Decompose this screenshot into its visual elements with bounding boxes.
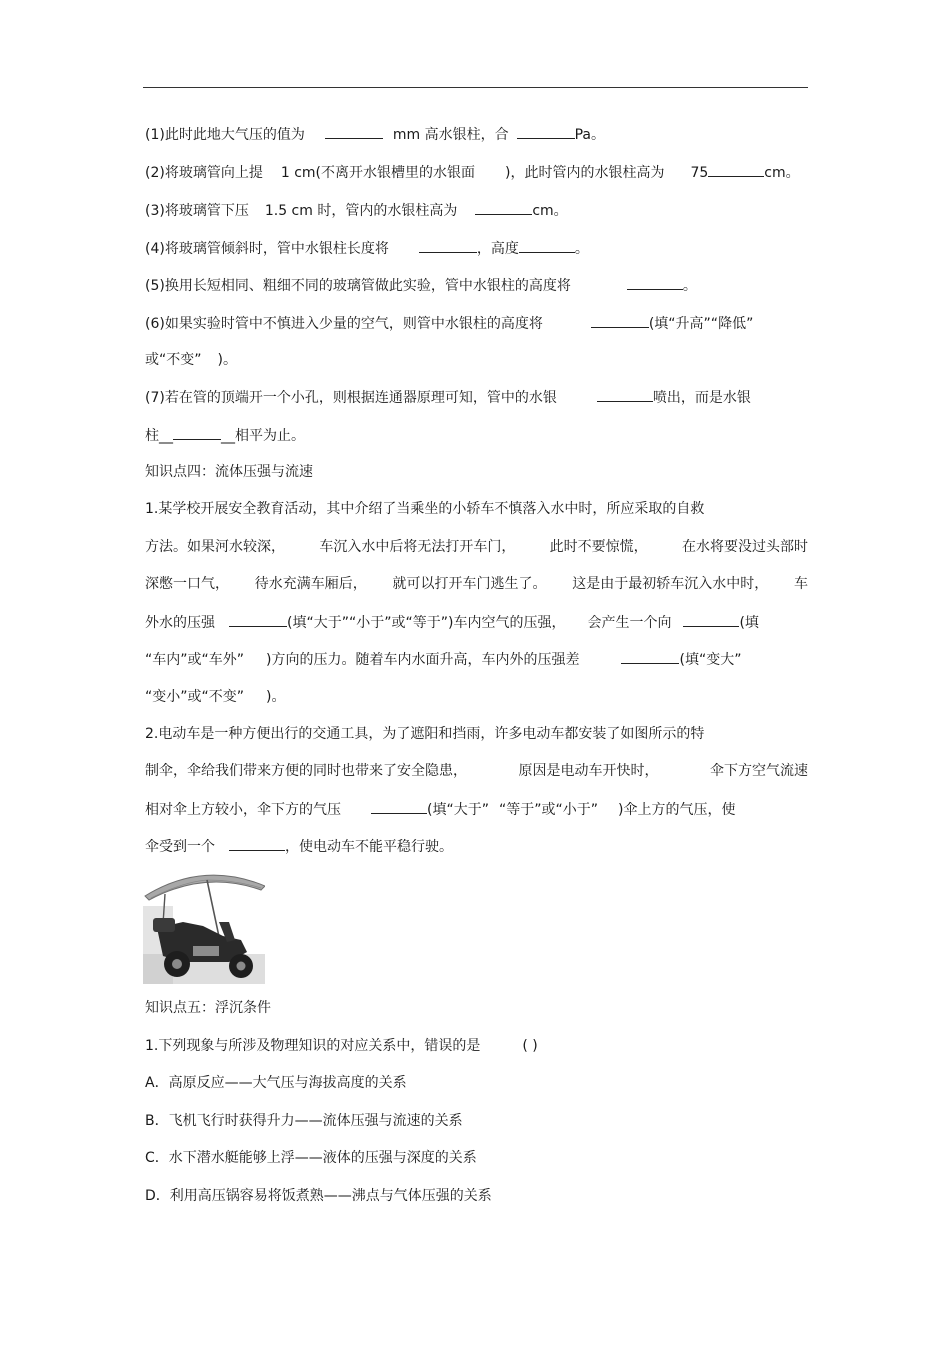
q6-options-b: 或“不变” [145, 352, 202, 368]
p1-text: “变小”或“不变” [145, 689, 245, 705]
option-b-text: B．飞机飞行时获得升力——流体压强与流速的关系 [145, 1113, 463, 1129]
answer-blank[interactable] [419, 238, 477, 253]
p1-text: 方法。如果河水较深， [145, 539, 285, 555]
p1-text: (填“大于”“小于”或“等于”)车内空气的压强， [287, 615, 566, 631]
problem-1-line [145, 574, 808, 594]
p2-text: 原因是电动车开快时， [518, 763, 659, 779]
problem-1-line [145, 612, 815, 633]
problem-1-line [145, 499, 815, 519]
option-c-text: C．水下潜水艇能够上浮——液体的压强与深度的关系 [145, 1150, 477, 1166]
q2-text-c: )，此时管内的水银柱高为 [505, 165, 665, 181]
problem-1-line [145, 687, 815, 707]
q1-text: (1)此时此地大气压的值为 [145, 127, 305, 143]
question-1 [145, 124, 815, 145]
q2-text-b: 1 cm(不离开水银槽里的水银面 [280, 165, 475, 181]
answer-blank[interactable] [371, 799, 427, 814]
p1-text: 在水将要没过头部时 [681, 539, 808, 555]
problem-1-line [145, 649, 815, 670]
p1-text: 待水充满车厢后， [254, 576, 367, 592]
q7-text-c: 柱__ [145, 428, 173, 444]
q4-text: (4)将玻璃管倾斜时，管中水银柱长度将 [145, 241, 389, 257]
header-rule [143, 87, 808, 88]
p1-text: “车内”或“车外” [145, 652, 245, 668]
question-7 [145, 387, 815, 408]
q7-end: __相平为止。 [221, 428, 305, 444]
p1-text: 这是由于最初轿车沉入水中时， [572, 576, 769, 592]
q1-pa: Pa。 [574, 127, 605, 143]
problem-2-line [145, 724, 815, 744]
q2-unit: cm。 [764, 165, 800, 181]
p1-text: )方向的压力。随着车内水面升高，车内外的压强差 [266, 652, 580, 668]
q2-value: 75 [690, 165, 709, 181]
question-6-cont [145, 350, 815, 370]
answer-blank[interactable] [173, 425, 221, 440]
question-2 [145, 162, 815, 183]
q1-unit-text: mm 高水银柱，合 [392, 127, 509, 143]
p1-text: 深憋一口气， [145, 576, 229, 592]
problem-1-line [145, 537, 808, 557]
p2-text: “等于”或“小于” [498, 802, 598, 818]
p2-text: 2.电动车是一种方便出行的交通工具，为了遮阳和挡雨，许多电动车都安装了如图所示的特 [145, 726, 705, 742]
answer-blank[interactable] [621, 649, 679, 664]
mc-option-c[interactable] [145, 1148, 815, 1168]
question-4 [145, 238, 815, 259]
problem-2-line [145, 799, 815, 820]
answer-blank[interactable] [229, 836, 285, 851]
problem-2-line [145, 836, 815, 857]
p2-text: 制伞，伞给我们带来方便的同时也带来了安全隐患， [145, 763, 467, 779]
q4-end: 。 [574, 241, 589, 257]
p1-text: (填“变大” [679, 652, 742, 668]
scooter-umbrella-figure [143, 866, 265, 984]
section-4-title: 知识点四：流体压强与流速 [145, 464, 313, 480]
q6-options: (填“升高”“降低” [648, 316, 754, 332]
p1-text: 1.某学校开展安全教育活动，其中介绍了当乘坐的小轿车不慎落入水中时，所应采取的自救 [145, 501, 705, 517]
p1-text: 会产生一个向 [587, 615, 672, 631]
q5-text: (5)换用长短相同、粗细不同的玻璃管做此实验，管中水银柱的高度将 [145, 278, 571, 294]
q6-end: )。 [217, 352, 237, 368]
p2-text: )伞上方的气压，使 [617, 802, 736, 818]
mc-question [145, 1036, 815, 1056]
p1-text: (填 [739, 615, 759, 631]
q4-text-b: ，高度 [476, 241, 519, 257]
p1-text: )。 [266, 689, 286, 705]
p2-text: 伞下方空气流速 [710, 763, 808, 779]
q7-text-b: 喷出，而是水银 [652, 390, 751, 406]
p2-text: 相对伞上方较小，伞下方的气压 [145, 802, 341, 818]
question-5 [145, 275, 815, 296]
mc-option-a[interactable] [145, 1073, 815, 1093]
answer-blank[interactable] [597, 387, 653, 402]
mc-option-b[interactable] [145, 1111, 815, 1131]
q5-end: 。 [682, 278, 697, 294]
q3-unit: cm。 [532, 203, 568, 219]
section-heading [145, 462, 815, 482]
question-7-cont [145, 425, 815, 446]
answer-blank[interactable] [475, 200, 532, 215]
p1-text: 车沉入水中后将无法打开车门， [319, 539, 516, 555]
mc-option-d[interactable] [145, 1186, 815, 1206]
answer-blank[interactable] [229, 612, 287, 627]
q3-text: (3)将玻璃管下压 [145, 203, 249, 219]
q2-text: (2)将玻璃管向上提 [145, 165, 263, 181]
p1-text: 就可以打开车门逃生了。 [392, 576, 547, 592]
answer-paren[interactable]: ( ) [522, 1038, 538, 1054]
answer-blank[interactable] [683, 612, 739, 627]
mc-stem: 1.下列现象与所涉及物理知识的对应关系中，错误的是 [145, 1038, 481, 1054]
p2-text: ，使电动车不能平稳行驶。 [285, 839, 453, 855]
option-d-text: D．利用高压锅容易将饭煮熟——沸点与气体压强的关系 [145, 1188, 492, 1204]
p1-text: 此时不要惊慌， [549, 539, 648, 555]
answer-blank[interactable] [517, 124, 575, 139]
problem-2-line [145, 761, 808, 781]
answer-blank[interactable] [627, 275, 683, 290]
p1-text: 车 [794, 576, 808, 592]
answer-blank[interactable] [519, 238, 575, 253]
q7-text: (7)若在管的顶端开一个小孔，则根据连通器原理可知，管中的水银 [145, 390, 557, 406]
p1-text: 外水的压强 [145, 615, 215, 631]
q3-text-b: 1.5 cm 时，管内的水银柱高为 [264, 203, 458, 219]
question-3 [145, 200, 815, 221]
answer-blank[interactable] [708, 162, 764, 177]
p2-text: 伞受到一个 [145, 839, 215, 855]
answer-blank[interactable] [591, 313, 649, 328]
question-6 [145, 313, 815, 334]
answer-blank[interactable] [325, 124, 383, 139]
section-heading [145, 998, 815, 1018]
p2-text: (填“大于” [427, 802, 489, 818]
option-a-text: A．高原反应——大气压与海拔高度的关系 [145, 1075, 407, 1091]
section-5-title: 知识点五：浮沉条件 [145, 1000, 271, 1016]
q6-text: (6)如果实验时管中不慎进入少量的空气，则管中水银柱的高度将 [145, 316, 543, 332]
